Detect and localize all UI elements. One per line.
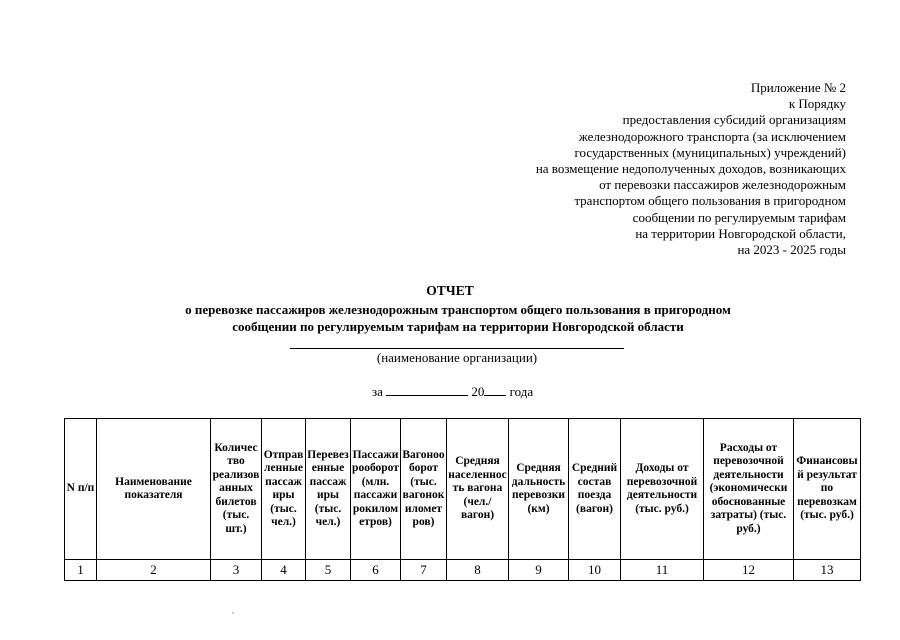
report-subtitle-line: о перевозке пассажиров железнодорожным транспортом общего пользования в пригородном: [185, 302, 731, 317]
header-cell: Пассажирооборот (млн. пассажирокилометров): [351, 419, 401, 560]
column-number-cell: 3: [211, 560, 262, 581]
period-suffix: года: [509, 384, 534, 399]
header-cell: Средний состав поезда (вагон): [569, 419, 621, 560]
appendix-line: Приложение № 2: [750, 80, 846, 95]
appendix-line: от перевозки пассажиров железнодорожным: [599, 177, 846, 193]
report-subtitle: [0, 301, 900, 335]
column-number-cell: 9: [509, 560, 569, 581]
appendix-line: государственных (муниципальных) учреждений): [574, 144, 846, 160]
period-prefix: за: [372, 384, 383, 399]
column-number-cell: 5: [306, 560, 351, 581]
header-cell: Финансовый результат по перевозкам (тыс. руб.): [794, 419, 861, 560]
appendix-line: на территории Новгородской области,: [635, 225, 846, 241]
header-cell: Доходы от перевозочной деятельности (тыс. руб.): [621, 419, 704, 560]
header-cell: Перевезенные пассажиры (тыс. чел.): [306, 419, 351, 560]
appendix-line: железнодорожного транспорта (за исключением: [578, 128, 846, 144]
column-number-cell: 10: [569, 560, 621, 581]
header-cell: Отправленные пассажиры (тыс. чел.): [262, 419, 306, 560]
table-header-row: [65, 419, 861, 560]
report-period: [372, 384, 533, 400]
appendix-line: к Порядку: [788, 96, 846, 112]
column-number-cell: 12: [704, 560, 794, 581]
period-blank: [386, 384, 468, 396]
table-column-number-row: [65, 560, 861, 581]
appendix-line: сообщении по регулируемым тарифам: [632, 209, 846, 225]
column-number-cell: 13: [794, 560, 861, 581]
header-cell: Вагонооборот (тыс. вагонокилометров): [401, 419, 447, 560]
appendix-header: [426, 80, 846, 258]
column-number-cell: 2: [97, 560, 211, 581]
header-cell: N п/п: [65, 419, 97, 560]
organization-name-blank-line: [290, 348, 624, 349]
report-title: ОТЧЕТ: [426, 283, 474, 298]
report-table: [64, 418, 861, 581]
column-number-cell: 1: [65, 560, 97, 581]
column-number-cell: 8: [447, 560, 509, 581]
header-cell: Средняя населенность вагона (чел./вагон): [447, 419, 509, 560]
year-blank: [484, 384, 506, 396]
column-number-cell: 11: [621, 560, 704, 581]
column-number-cell: 6: [351, 560, 401, 581]
header-cell: Средняя дальность перевозки (км): [509, 419, 569, 560]
scan-speck: [232, 612, 234, 614]
organization-name-caption: (наименование организации): [376, 350, 538, 365]
appendix-line: предоставления субсидий организациям: [622, 112, 846, 128]
appendix-line: транспортом общего пользования в пригородном: [574, 193, 846, 209]
column-number-cell: 4: [262, 560, 306, 581]
header-cell: Наименование показателя: [97, 419, 211, 560]
appendix-line: на 2023 - 2025 годы: [737, 242, 846, 258]
header-cell: Количество реализованных билетов (тыс. шт.): [211, 419, 262, 560]
period-year-prefix: 20: [471, 384, 485, 399]
header-cell: Расходы от перевозочной деятельности (экономически обоснованные затраты) (тыс. руб.): [704, 419, 794, 560]
column-number-cell: 7: [401, 560, 447, 581]
report-subtitle-line: сообщении по регулируемым тарифам на территории Новгородской области: [232, 319, 684, 334]
appendix-line: на возмещение недополученных доходов, возникающих: [535, 161, 846, 177]
